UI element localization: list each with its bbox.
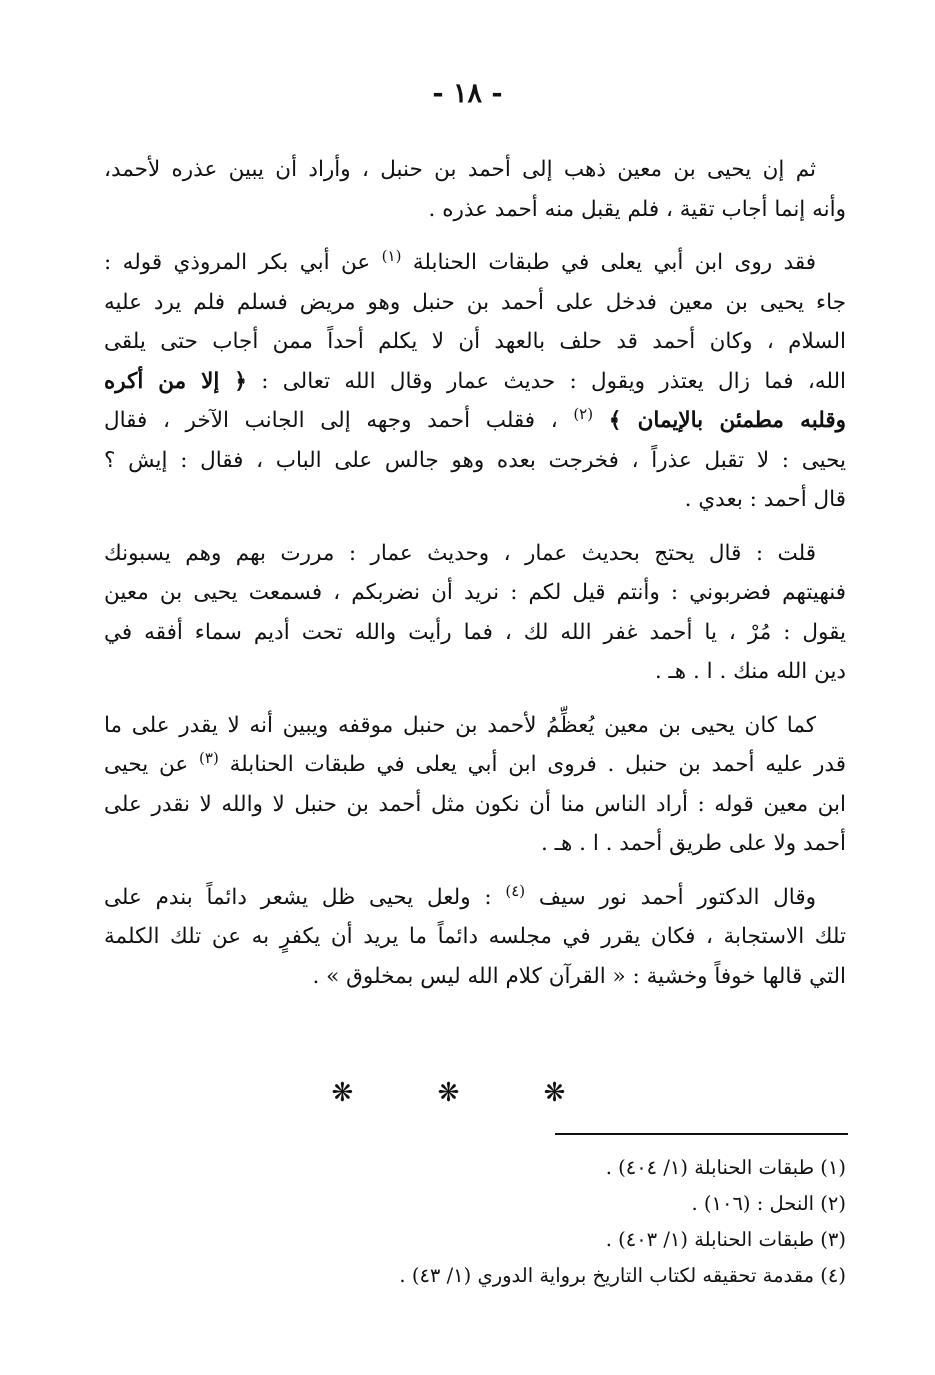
- text-line: [104, 745, 846, 785]
- footnote-ref-2: (٢): [573, 404, 594, 423]
- text-line: ابن معين قوله : أراد الناس منا أن نكون مثل أحمد بن حنبل لا والله لا نقدر على: [104, 791, 846, 817]
- text-segment: عن أبي بكر المروذي قوله :: [104, 250, 371, 275]
- text-line: يحيى : لا تقبل عذراً ، فخرجت بعده وهو جالس على الباب ، فقال : إيش ؟: [104, 447, 846, 473]
- text-segment: عن يحيى: [104, 752, 189, 777]
- text-line: دين الله منك . ا . هـ .: [654, 659, 846, 684]
- footnote-divider: [555, 1133, 848, 1135]
- footnotes-list: [104, 1150, 846, 1294]
- text-segment: فقد روى ابن أبي يعلى في طبقات الحنابلة: [412, 250, 816, 275]
- footnote: (٢) النحل : (١٠٦) .: [691, 1192, 846, 1215]
- text-segment: الله، فما زال يعتذر ويقول : حديث عمار وقال الله تعالى :: [261, 368, 846, 394]
- paragraph-5: [104, 878, 846, 997]
- text-line: وأنه إنما أجاب تقية ، فلم يقبل منه أحمد عذره .: [428, 196, 846, 222]
- text-line: كما كان يحيى بن معين يُعظِّمُ لأحمد بن حنبل موقفه ويبين أنه لا يقدر على ما: [104, 712, 816, 738]
- footnote: (٤) مقدمة تحقيقه لكتاب التاريخ برواية الدوري (١/ ٤٣) .: [399, 1264, 846, 1287]
- footnote: (٣) طبقات الحنابلة (١/ ٤٠٣) .: [605, 1228, 846, 1251]
- footnote-ref-1: (١): [381, 246, 402, 265]
- text-line: [104, 362, 846, 402]
- section-separator: ❋ ❋ ❋: [331, 1078, 604, 1108]
- text-line: جاء يحيى بن معين فدخل على أحمد بن حنبل وهو مريض فسلم فلم يرد عليه: [104, 289, 846, 315]
- text-line: التي قالها خوفاً وخشية : « القرآن كلام الله ليس بمخلوق » .: [312, 963, 846, 989]
- text-segment: وقال الدكتور أحمد نور سيف: [538, 884, 816, 910]
- text-segment: : ولعل يحيى ظل يشعر دائماً بندم على: [104, 884, 492, 910]
- text-line: قلت : قال يحتج بحديث عمار ، وحديث عمار : مررت بهم وهم يسبونك: [104, 540, 816, 566]
- text-line: قال أحمد : بعدي .: [684, 487, 846, 512]
- text-line: [104, 878, 846, 918]
- text-line: يقول : مُرْ ، يا أحمد غفر الله لك ، فما رأيت والله تحت أديم سماء أفقه في: [104, 619, 846, 645]
- footnote-ref-4: (٤): [505, 881, 526, 900]
- page-number: - ١٨ -: [432, 78, 503, 109]
- text-segment: قدر عليه أحمد بن حنبل . فروى ابن أبي يعلى في طبقات الحنابلة: [229, 752, 846, 777]
- quran-quote: وقلبه مطمئن بالإيمان ﴾: [608, 408, 846, 433]
- text-line: [104, 401, 846, 441]
- text-line: فنهيتهم فضربوني : وأنتم قيل لكم : نريد أن نضربكم ، فسمعت يحيى بن معين: [104, 580, 846, 605]
- paragraph-4: [104, 706, 846, 864]
- text-line: أحمد ولا على طريق أحمد . ا . هـ .: [541, 831, 846, 856]
- text-segment: ، فقلب أحمد وجهه إلى الجانب الآخر ، فقال: [104, 408, 558, 433]
- quran-quote: ﴿ إلا من أكره: [104, 368, 247, 394]
- text-line: تلك الاستجابة ، فكان يقرر في مجلسه دائماً ما يريد أن يكفرٍ به عن تلك الكلمة: [104, 924, 846, 949]
- text-line: [104, 243, 846, 283]
- body-text: [104, 150, 846, 1010]
- text-line: السلام ، وكان أحمد قد حلف بالعهد أن لا يكلم أحداً ممن أجاب حتى يلقى: [104, 329, 846, 354]
- paragraph-3: [104, 534, 846, 692]
- text-line: ثم إن يحيى بن معين ذهب إلى أحمد بن حنبل ، وأراد أن يبين عذره لأحمد،: [104, 157, 816, 182]
- footnote: (١) طبقات الحنابلة (١/ ٤٠٤) .: [605, 1156, 846, 1179]
- paragraph-2: [104, 243, 846, 520]
- footnote-ref-3: (٣): [199, 748, 219, 767]
- paragraph-1: [104, 150, 846, 229]
